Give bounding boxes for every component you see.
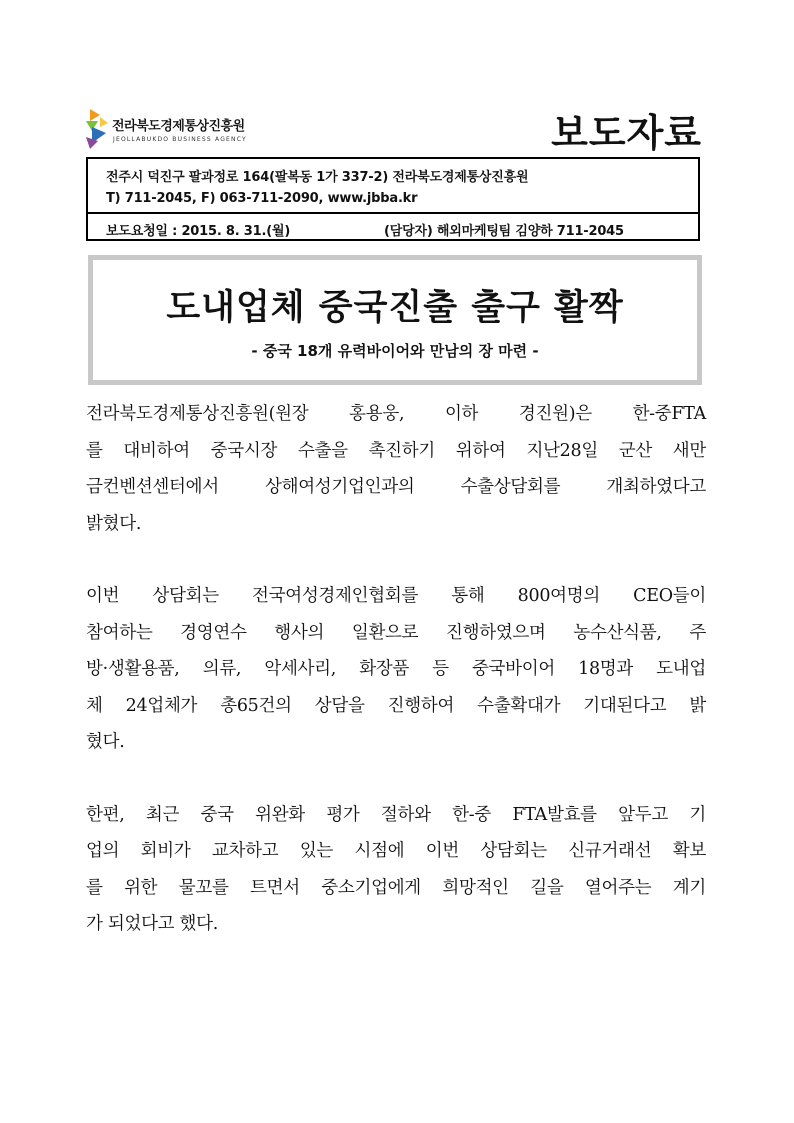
body-line: 를 대비하여 중국시장 수출을 촉진하기 위하여 지난28일 군산 새만 bbox=[86, 440, 706, 461]
headline-box bbox=[88, 255, 702, 385]
body-line: 를 위한 물꼬를 트면서 중소기업에게 희망적인 길을 열어주는 계기 bbox=[86, 877, 706, 898]
body-line: 체 24업체가 총65건의 상담을 진행하여 수출확대가 기대된다고 밝 bbox=[86, 695, 706, 716]
body-line: 밝혔다. bbox=[86, 513, 142, 534]
article-body bbox=[86, 396, 706, 979]
contact-info-box bbox=[86, 157, 700, 241]
headline-subtitle: - 중국 18개 유력바이어와 만남의 장 마련 - bbox=[251, 342, 539, 360]
headline-title: 도내업체 중국진출 출구 활짝 bbox=[166, 288, 624, 328]
body-line: 한편, 최근 중국 위완화 평가 절하와 한-중 FTA발효를 앞두고 기 bbox=[86, 804, 706, 825]
jbba-logo-icon bbox=[86, 107, 110, 149]
body-line: 가 되었다고 했다. bbox=[86, 914, 219, 934]
organization-name-english: JEOLLABUKDO BUSINESS AGENCY bbox=[113, 136, 247, 143]
body-line: 업의 회비가 교차하고 있는 시점에 이번 상담회는 신규거래선 확보 bbox=[86, 841, 706, 861]
manager-contact: (담당자) 해외마케팅팀 김양하 711-2045 bbox=[384, 224, 624, 239]
body-line: 금컨벤션센터에서 상해여성기업인과의 수출상담회를 개최하였다고 bbox=[86, 477, 706, 497]
body-line: 이번 상담회는 전국여성경제인협회를 통해 800여명의 CEO들이 bbox=[86, 586, 706, 606]
organization-logo bbox=[86, 107, 296, 153]
paragraph-1 bbox=[86, 396, 706, 542]
paragraph-2 bbox=[86, 578, 706, 761]
info-divider bbox=[88, 212, 698, 214]
address-line: 전주시 덕진구 팔과정로 164(팔복동 1가 337-2) 전라북도경제통상진흥원 bbox=[106, 170, 529, 185]
body-line: 혔다. bbox=[86, 732, 125, 752]
organization-name: 전라북도경제통상진흥원 bbox=[112, 119, 245, 134]
document-type-title: 보도자료 bbox=[551, 111, 702, 155]
contact-line: T) 711-2045, F) 063-711-2090, www.jbba.kr bbox=[106, 191, 418, 206]
request-date: 보도요청일 : 2015. 8. 31.(월) bbox=[106, 224, 291, 239]
body-line: 참여하는 경영연수 행사의 일환으로 진행하였으며 농수산식품, 주 bbox=[86, 622, 706, 643]
paragraph-3 bbox=[86, 797, 706, 943]
body-line: 방·생활용품, 의류, 악세사리, 화장품 등 중국바이어 18명과 도내업 bbox=[86, 659, 706, 679]
body-line: 전라북도경제통상진흥원(원장 홍용웅, 이하 경진원)은 한-중FTA bbox=[86, 404, 706, 424]
